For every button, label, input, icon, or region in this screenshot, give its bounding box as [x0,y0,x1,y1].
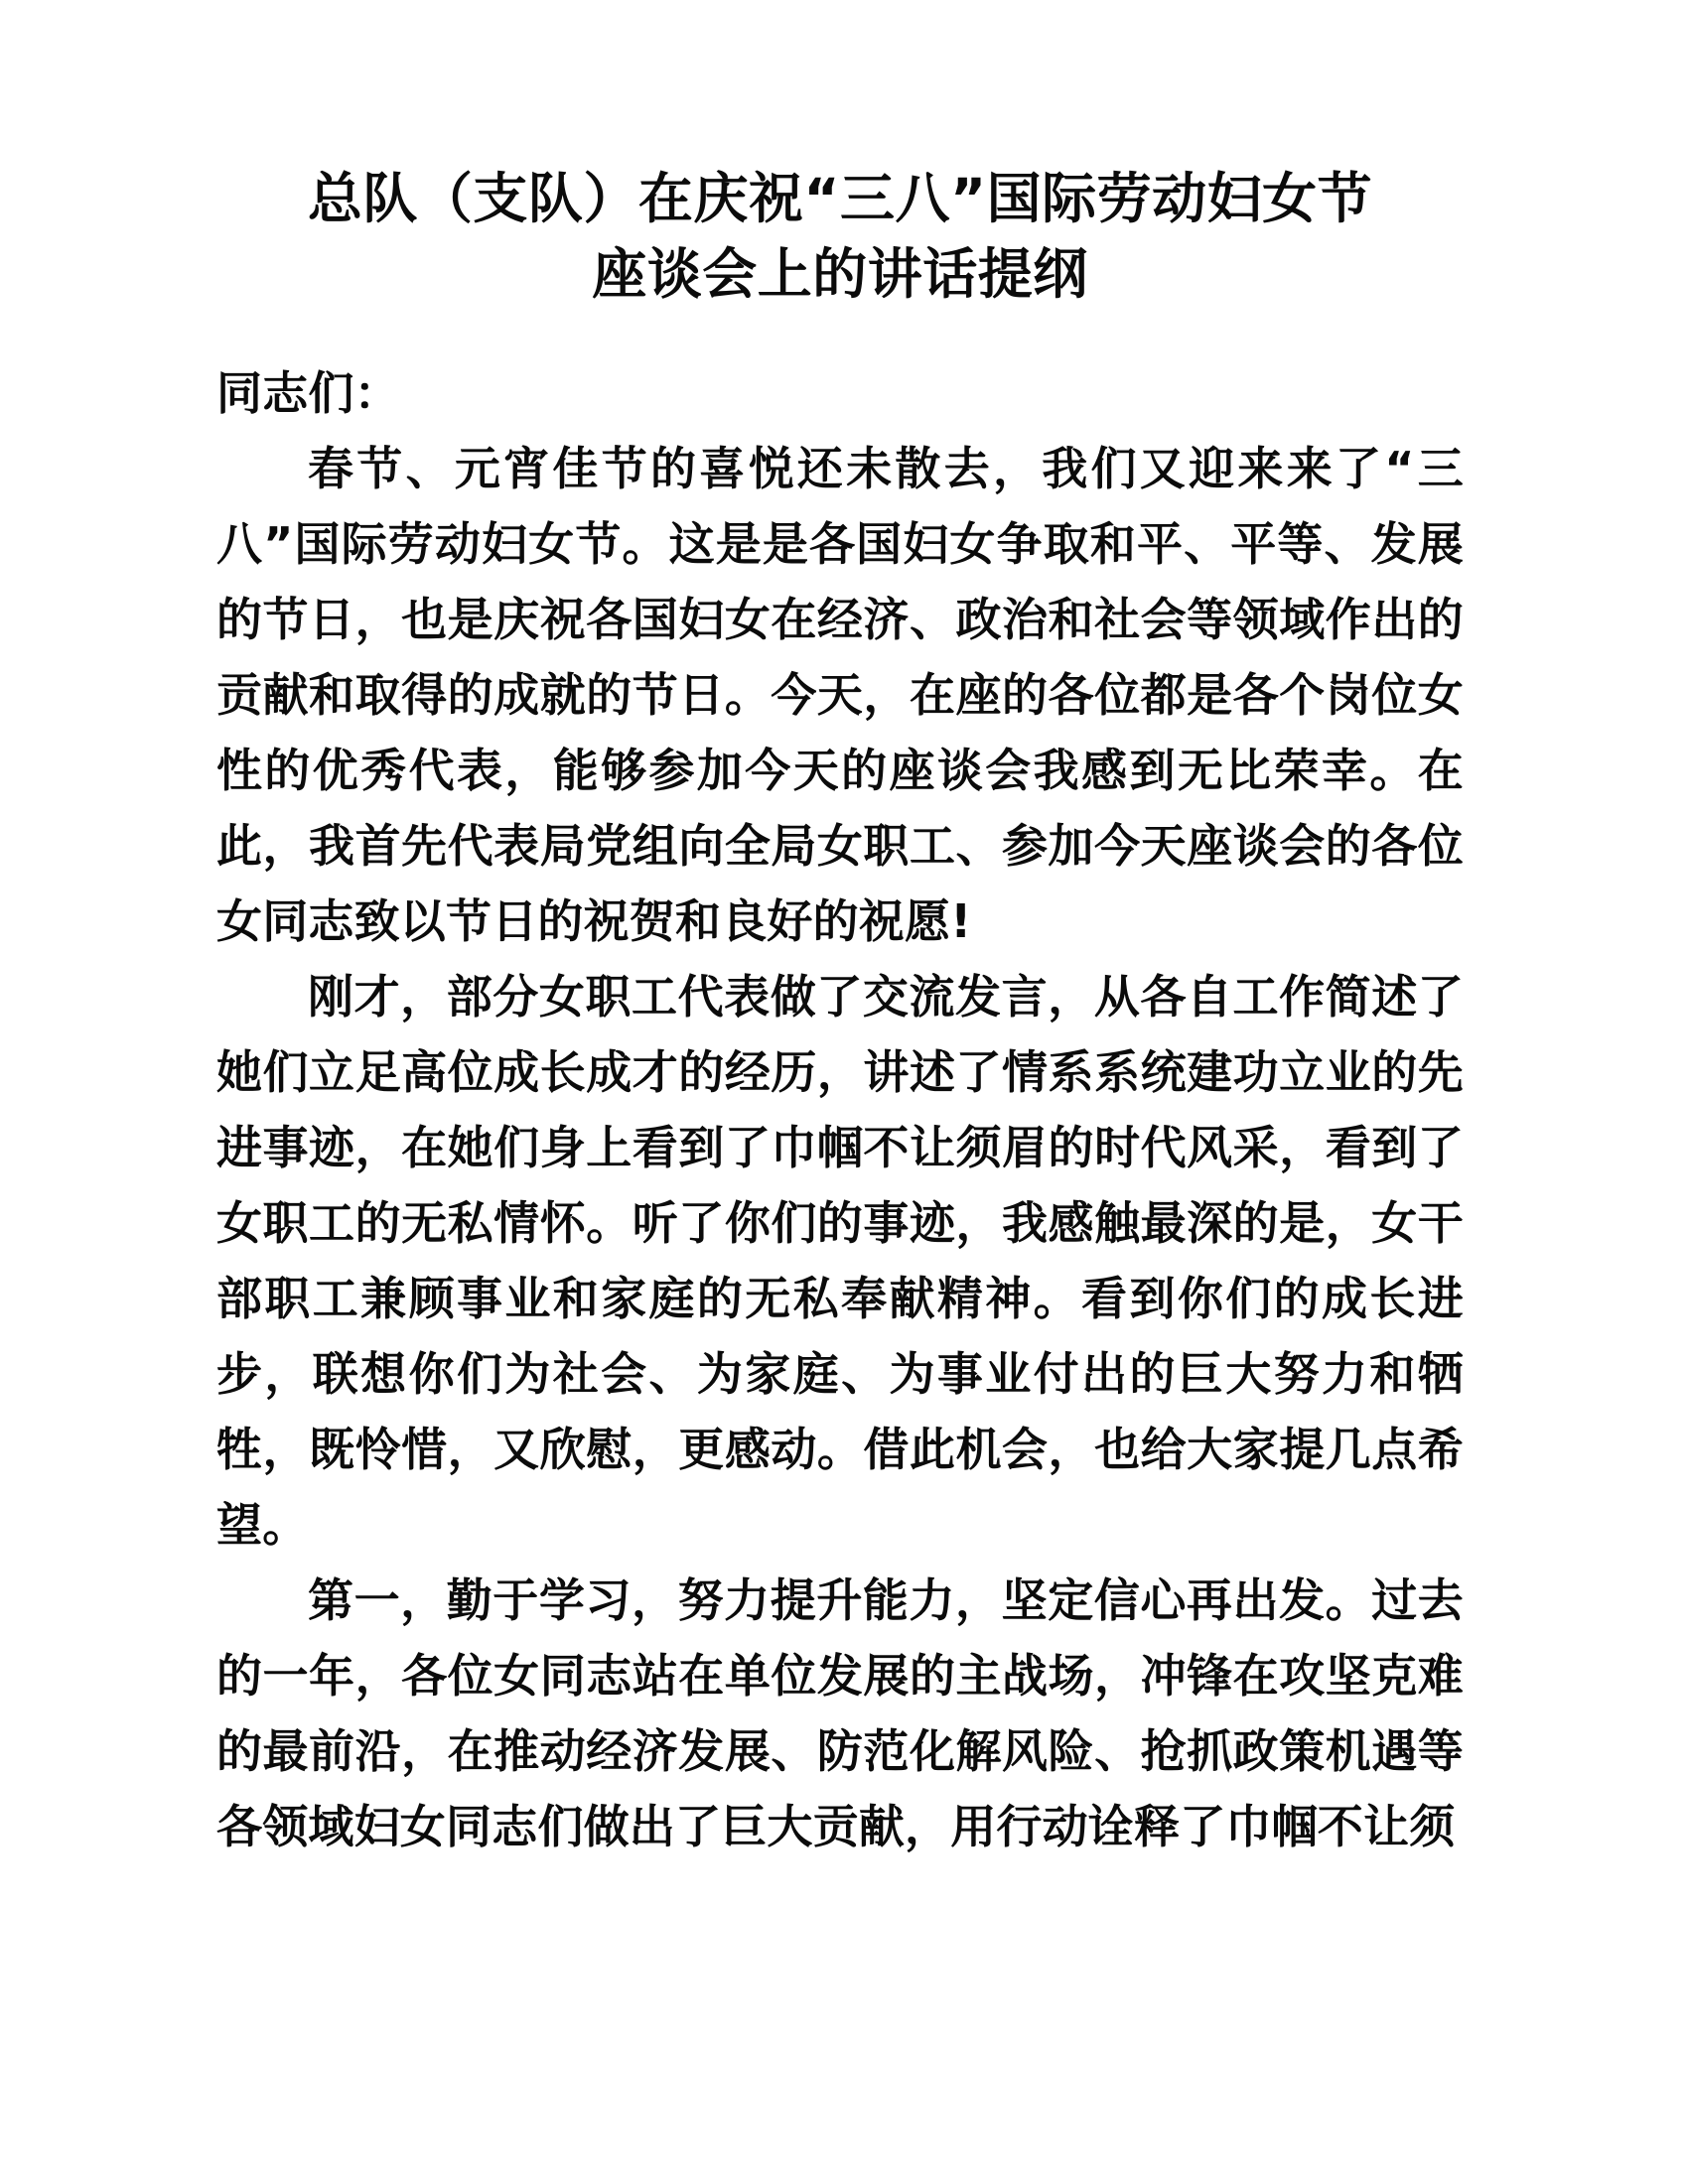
page-title-line-2: 座谈会上的讲话提纲 [592,242,1088,306]
body-paragraph-3: 第一，勤于学习，努力提升能力，坚定信心再出发。过去的一年，各位女同志站在单位发展的主战场，冲锋在攻坚克难的最前沿，在推动经济发展、防范化解风险、抢抓政策机遇等各领域妇女同志们做出了巨大贡献，用行动诠释了巾帼不让须 [216,1573,1464,1853]
page-title [216,0,1464,312]
page-title-line-1: 总队（支队）在庆祝“三八”国际劳动妇女节 [307,167,1373,230]
body-paragraph-2: 刚才，部分女职工代表做了交流发言，从各自工作简述了她们立足高位成长成才的经历，讲述了情系系统建功立业的先进事迹，在她们身上看到了巾帼不让须眉的时代风采，看到了女职工的无私情怀。听了你们的事迹，我感触最深的是，女干部职工兼顾事业和家庭的无私奉献精神。看到你们的成长进步，联想你们为社会、为家庭、为事业付出的巨大努力和牺牲，既怜惜，又欣慰，更感动。借此机会，也给大家提几点希望。 [216,970,1464,1552]
salutation: 同志们： [216,366,400,420]
body-paragraph-1: 春节、元宵佳节的喜悦还未散去，我们又迎来来了“三八”国际劳动妇女节。这是是各国妇女争取和平、平等、发展的节日，也是庆祝各国妇女在经济、政治和社会等领域作出的贡献和取得的成就的节日。今天，在座的各位都是各个岗位女性的优秀代表，能够参加今天的座谈会我感到无比荣幸。在此，我首先代表局党组向全局女职工、参加今天座谈会的各位女同志致以节日的祝贺和良好的祝愿! [216,442,1464,948]
document-body [216,0,1464,2184]
